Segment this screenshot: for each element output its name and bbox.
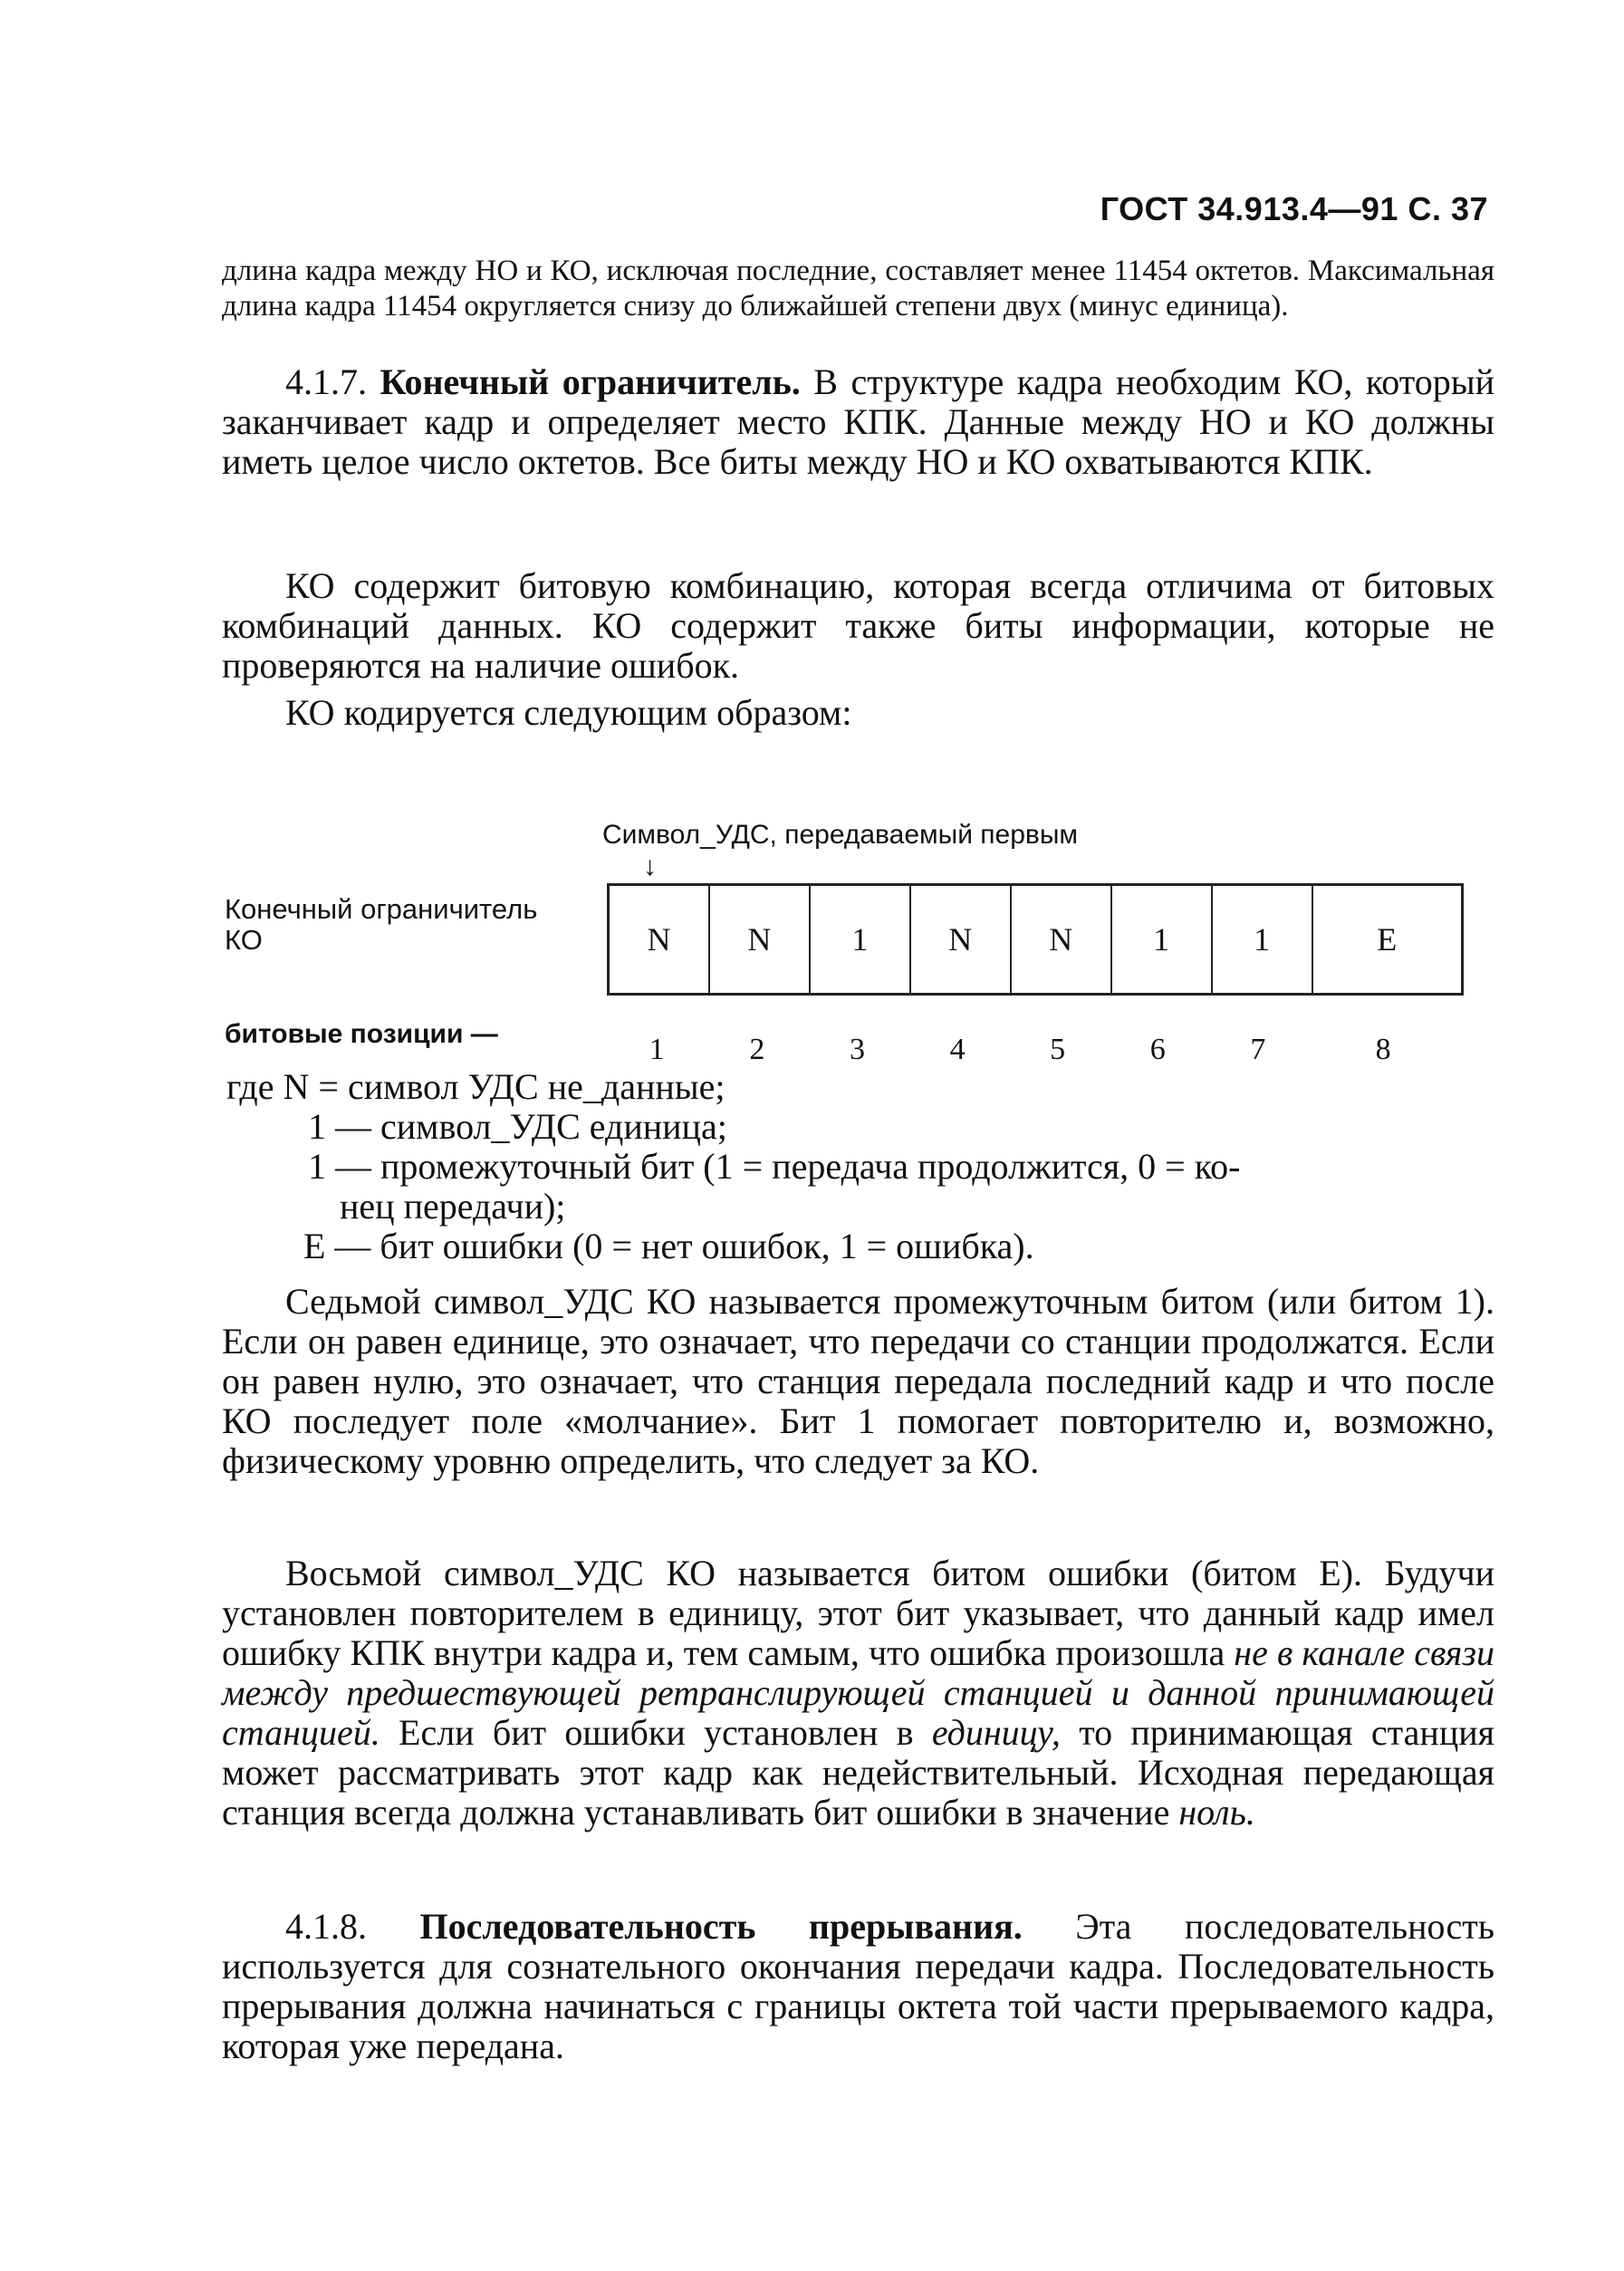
bit-positions-row	[607, 1033, 1458, 1067]
bit-position: 5	[1050, 1033, 1066, 1066]
bit-position: 1	[649, 1033, 665, 1066]
paragraph-eighth-symbol: Восьмой символ_УДС КО называется битом ошибки (битом Е). Будучи установлен повторителем в единицу, этот бит указывает, что данный кадр имел ошибку КПК внутри кадра и, тем самым, что ошибка произошла не в канале связи между предшествующей ретранслирующей станцией и данной принимающей станцией. Если бит ошибки установлен в единицу, то принимающая станция может рассматривать этот кадр как недействительный. Исходная передающая станция всегда должна устанавливать бит ошибки в значение ноль.	[222, 1553, 1495, 1833]
symbol-definitions	[226, 1067, 1494, 1266]
down-arrow-icon: ↓	[643, 852, 657, 881]
paragraph-ko-contains: КО содержит битовую комбинацию, которая всегда отличима от битовых комбинаций данных. КО содержит также биты информации, которые не проверяются на наличие ошибок.	[222, 565, 1494, 686]
intro-paragraph: длина кадра между НО и КО, исключая последние, составляет менее 11454 октетов. Максимальная длина кадра 11454 округляется снизу до ближайшей степени двух (минус единица).	[222, 255, 1494, 322]
bit-cell-8: E	[1377, 921, 1398, 957]
definition-line: E — бит ошибки (0 = нет ошибок, 1 = ошибка).	[303, 1226, 1034, 1266]
bit-position: 6	[1149, 1033, 1166, 1066]
definition-line: где N = символ УДС не_данные;	[226, 1066, 726, 1107]
bit-position: 3	[849, 1033, 865, 1066]
table-caption: Символ_УДС, передаваемый первым	[602, 820, 1079, 850]
section-number: 4.1.8.	[285, 1906, 367, 1947]
section-4-1-7	[222, 362, 1494, 482]
definition-line: 1 — символ_УДС единица;	[308, 1106, 727, 1147]
delimiter-frame-table	[607, 883, 1464, 996]
bit-cell-4: N	[911, 886, 1012, 993]
bit-cell-3: 1	[811, 886, 911, 993]
bit-cell-2: N	[710, 886, 811, 993]
bit-cell-5: N	[1012, 886, 1112, 993]
bit-cell-7: 1	[1213, 886, 1313, 993]
bit-cell-6: 1	[1112, 886, 1213, 993]
section-4-1-8	[222, 1907, 1494, 2066]
paragraph-seventh-symbol: Седьмой символ_УДС КО называется промежуточным битом (или битом 1). Если он равен единице, это означает, что передачи со станции продолжатся. Если он равен нулю, это означает, что станция передала последний кадр и что после КО последует поле «молчание». Бит 1 помогает повторителю и, возможно, физическому уровню определить, что следует за КО.	[222, 1281, 1494, 1481]
definition-line: нец передачи);	[340, 1186, 566, 1227]
bit-position: 7	[1250, 1033, 1266, 1066]
definition-line: 1 — промежуточный бит (1 = передача продолжится, 0 = ко-	[308, 1146, 1241, 1187]
bit-position: 2	[749, 1033, 765, 1066]
section-number: 4.1.7.	[285, 361, 367, 402]
bit-cell-1: N	[610, 886, 710, 993]
section-title: Последовательность прерывания.	[419, 1906, 1023, 1947]
bit-positions-label: битовые позиции —	[225, 1019, 498, 1049]
section-title: Конечный ограничитель.	[380, 361, 801, 402]
table-row-label: Конечный ограничитель КО	[225, 893, 538, 956]
bit-position: 4	[949, 1033, 966, 1066]
section-text: В структуре кадра необходим КО, который заканчивает кадр и определяет место КПК. Данные между НО и КО должны иметь целое число октетов. Все биты между НО и КО охватываются КПК.	[222, 361, 1494, 482]
paragraph-ko-encoded: КО кодируется следующим образом:	[285, 692, 852, 733]
page-header: ГОСТ 34.913.4—91 С. 37	[1100, 190, 1488, 227]
bit-position: 8	[1375, 1033, 1391, 1066]
section-text: Эта последовательность используется для сознательного окончания передачи кадра. Последовательность прерывания должна начинаться с границы октета той части прерываемого кадра, которая уже передана.	[222, 1906, 1495, 2066]
